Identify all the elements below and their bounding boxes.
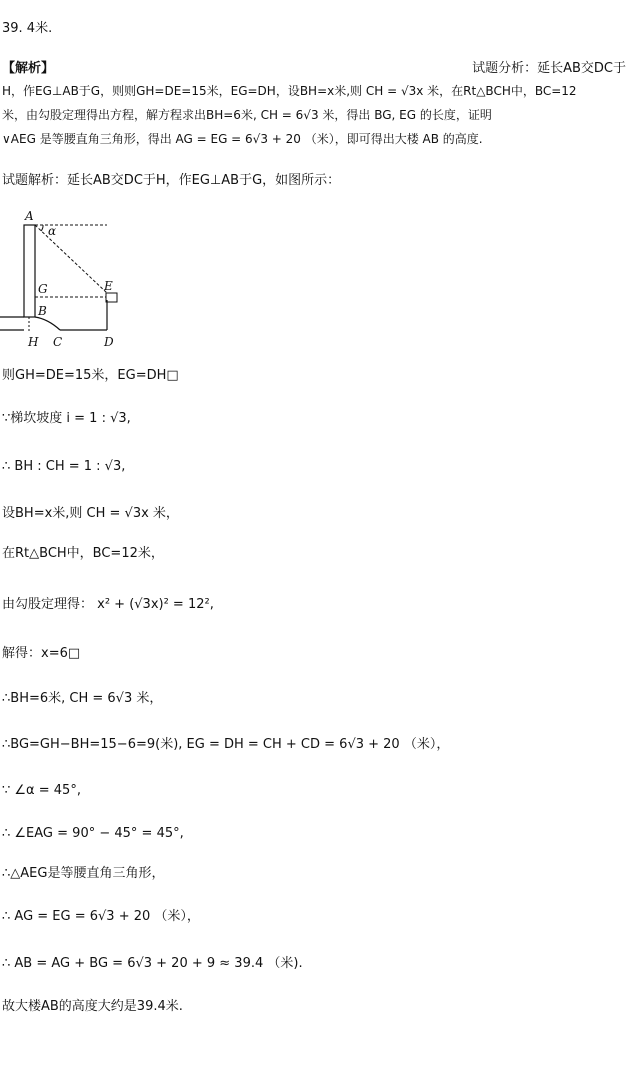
label-b: B bbox=[38, 304, 47, 318]
angle-alpha-arc bbox=[41, 225, 43, 231]
step-10: ∵ ∠α = 45°, bbox=[2, 783, 81, 798]
label-g: G bbox=[38, 282, 48, 296]
step-9: ∴BG=GH−BH=15−6=9(米), EG = DH = CH + CD = 6√3 + 20 （米）， bbox=[2, 737, 450, 752]
analysis-tag: 【解析】 bbox=[2, 61, 55, 76]
analysis-line-1: H，作EG⊥AB于G，则则GH=DE=15米，EG=DH，设BH=x米,则 CH = √3x 米，在Rt△BCH中，BC=12 bbox=[2, 84, 577, 98]
answer-line: 39. 4米. bbox=[2, 21, 53, 36]
step-2: ∵梯坎坡度 i = 1 : √3, bbox=[2, 411, 131, 426]
box-e bbox=[106, 293, 117, 302]
label-alpha: α bbox=[48, 224, 57, 238]
solution-intro: 试题解析：延长AB交DC于H，作EG⊥AB于G，如图所示： bbox=[2, 173, 341, 188]
step-12: ∴△AEG是等腰直角三角形， bbox=[2, 866, 165, 881]
step-5: 在Rt△BCH中，BC=12米， bbox=[2, 546, 164, 561]
step-3: ∴ BH : CH = 1 : √3, bbox=[2, 459, 126, 474]
analysis-line-2: 米，由勾股定理得出方程，解方程求出BH=6米, CH = 6√3 米，得出 BG, EG 的长度，证明 bbox=[2, 108, 492, 122]
step-13: ∴ AG = EG = 6√3 + 20 （米）， bbox=[2, 909, 200, 924]
step-6: 由勾股定理得： x² + (√3x)² = 12², bbox=[2, 597, 214, 612]
step-8: ∴BH=6米, CH = 6√3 米， bbox=[2, 691, 163, 706]
geometry-figure bbox=[0, 205, 140, 355]
step-1: 则GH=DE=15米，EG=DH□ bbox=[2, 368, 179, 383]
building-ab bbox=[24, 225, 35, 317]
label-a: A bbox=[25, 209, 34, 223]
label-d: D bbox=[104, 335, 114, 349]
conclusion: 故大楼AB的高度大约是39.4米. bbox=[2, 999, 183, 1014]
slope-bc bbox=[35, 317, 60, 330]
step-7: 解得：x=6□ bbox=[2, 646, 81, 661]
step-14: ∴ AB = AG + BG = 6√3 + 20 + 9 ≈ 39.4 （米). bbox=[2, 956, 303, 971]
step-11: ∴ ∠EAG = 90° − 45° = 45°, bbox=[2, 826, 184, 841]
label-e: E bbox=[104, 279, 113, 293]
label-h: H bbox=[28, 335, 39, 349]
label-c: C bbox=[53, 335, 63, 349]
step-4: 设BH=x米,则 CH = √3x 米， bbox=[2, 506, 179, 521]
analysis-line-3: ∨AEG 是等腰直角三角形，得出 AG = EG = 6√3 + 20 （米），即可得出大楼 AB 的高度. bbox=[2, 132, 483, 146]
analysis-right-head: 试题分析：延长AB交DC于 bbox=[472, 61, 626, 76]
